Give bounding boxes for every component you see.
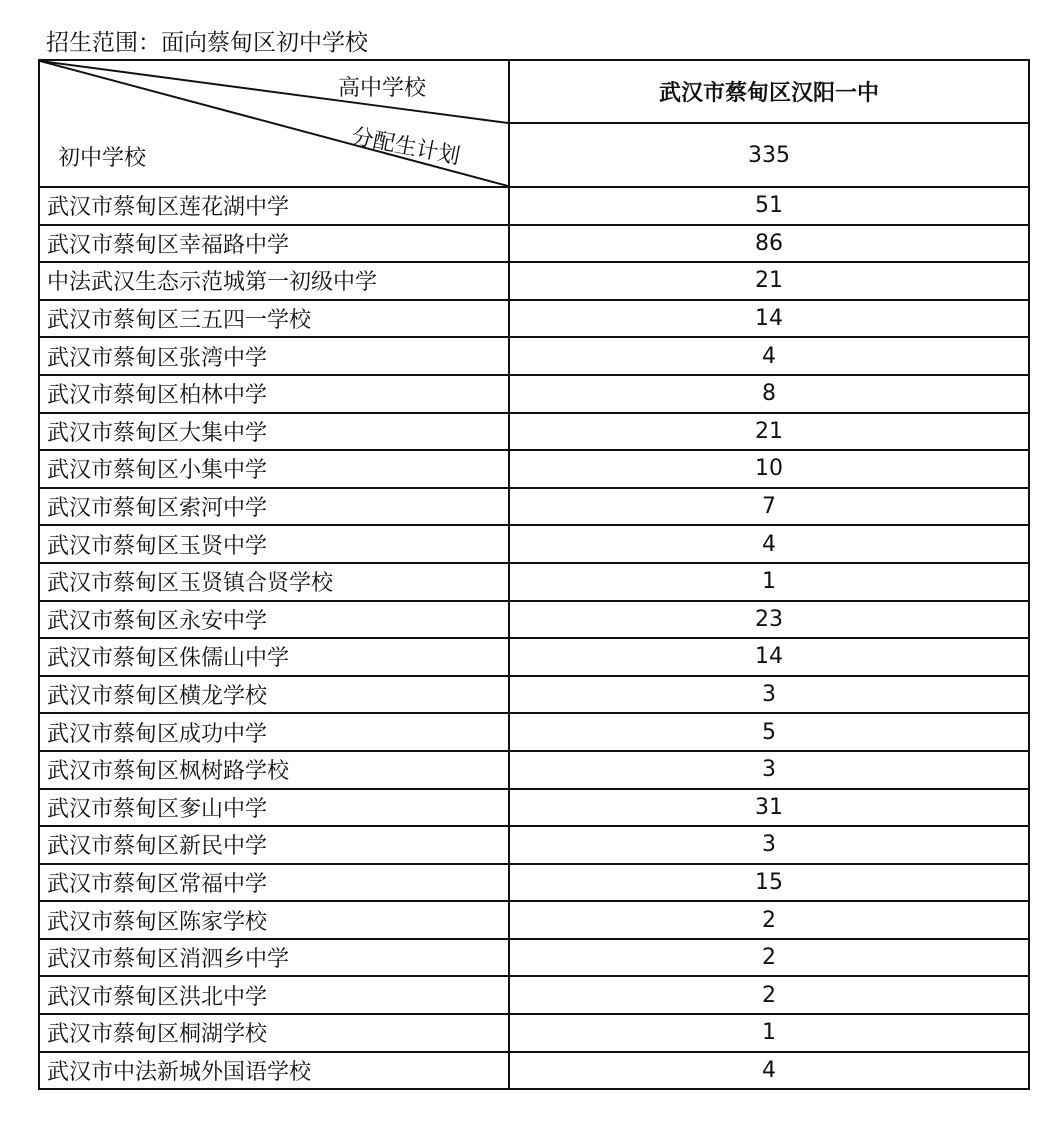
allocation-quota: 8 (509, 375, 1029, 413)
high-school-label: 高中学校 (338, 76, 427, 101)
allocation-plan-label: 分配生计划 (349, 124, 462, 170)
table-row (39, 1052, 1029, 1090)
junior-school-name: 武汉市蔡甸区陈家学校 (39, 901, 509, 939)
table-row (39, 187, 1029, 225)
table-row (39, 826, 1029, 864)
allocation-quota: 31 (509, 789, 1029, 827)
junior-school-label: 初中学校 (58, 146, 147, 171)
junior-school-name: 武汉市蔡甸区索河中学 (39, 488, 509, 526)
table-row (39, 375, 1029, 413)
table-row (39, 337, 1029, 375)
table-row (39, 864, 1029, 902)
allocation-quota: 14 (509, 300, 1029, 338)
table-row (39, 751, 1029, 789)
diagonal-header-cell (39, 60, 509, 187)
allocation-quota: 51 (509, 187, 1029, 225)
allocation-quota: 4 (509, 1052, 1029, 1090)
table-row (39, 713, 1029, 751)
table-row (39, 525, 1029, 563)
table-row (39, 638, 1029, 676)
diagonal-line-upper (40, 61, 508, 123)
allocation-quota: 3 (509, 676, 1029, 714)
allocation-quota: 2 (509, 901, 1029, 939)
table-row (39, 601, 1029, 639)
allocation-quota: 15 (509, 864, 1029, 902)
junior-school-name: 武汉市蔡甸区奓山中学 (39, 789, 509, 827)
high-school-name: 武汉市蔡甸区汉阳一中 (509, 60, 1029, 123)
junior-school-name: 武汉市蔡甸区永安中学 (39, 601, 509, 639)
junior-school-name: 中法武汉生态示范城第一初级中学 (39, 262, 509, 300)
total-quota: 335 (509, 123, 1029, 187)
junior-school-name: 武汉市蔡甸区成功中学 (39, 713, 509, 751)
allocation-quota: 86 (509, 225, 1029, 263)
junior-school-name: 武汉市蔡甸区新民中学 (39, 826, 509, 864)
header-row-top (39, 60, 1029, 123)
allocation-table-body (39, 60, 1029, 1089)
junior-school-name: 武汉市蔡甸区消泗乡中学 (39, 939, 509, 977)
table-row (39, 300, 1029, 338)
allocation-quota: 21 (509, 413, 1029, 451)
allocation-quota: 2 (509, 939, 1029, 977)
junior-school-name: 武汉市蔡甸区洪北中学 (39, 976, 509, 1014)
allocation-quota: 7 (509, 488, 1029, 526)
allocation-quota: 14 (509, 638, 1029, 676)
junior-school-name: 武汉市蔡甸区桐湖学校 (39, 1014, 509, 1052)
junior-school-name: 武汉市中法新城外国语学校 (39, 1052, 509, 1090)
junior-school-name: 武汉市蔡甸区横龙学校 (39, 676, 509, 714)
junior-school-name: 武汉市蔡甸区三五四一学校 (39, 300, 509, 338)
allocation-quota: 23 (509, 601, 1029, 639)
junior-school-name: 武汉市蔡甸区玉贤镇合贤学校 (39, 563, 509, 601)
table-row (39, 1014, 1029, 1052)
allocation-quota: 4 (509, 337, 1029, 375)
junior-school-name: 武汉市蔡甸区小集中学 (39, 450, 509, 488)
junior-school-name: 武汉市蔡甸区大集中学 (39, 413, 509, 451)
enrollment-scope-caption: 招生范围：面向蔡甸区初中学校 (46, 30, 368, 56)
table-row (39, 676, 1029, 714)
table-row (39, 563, 1029, 601)
table-row (39, 413, 1029, 451)
junior-school-name: 武汉市蔡甸区侏儒山中学 (39, 638, 509, 676)
table-row (39, 976, 1029, 1014)
table-row (39, 262, 1029, 300)
junior-school-name: 武汉市蔡甸区幸福路中学 (39, 225, 509, 263)
allocation-quota: 1 (509, 563, 1029, 601)
junior-school-name: 武汉市蔡甸区张湾中学 (39, 337, 509, 375)
junior-school-name: 武汉市蔡甸区莲花湖中学 (39, 187, 509, 225)
junior-school-name: 武汉市蔡甸区常福中学 (39, 864, 509, 902)
table-row (39, 225, 1029, 263)
table-row (39, 901, 1029, 939)
junior-school-name: 武汉市蔡甸区柏林中学 (39, 375, 509, 413)
table-row (39, 488, 1029, 526)
allocation-quota: 1 (509, 1014, 1029, 1052)
allocation-quota: 21 (509, 262, 1029, 300)
table-row (39, 450, 1029, 488)
junior-school-name: 武汉市蔡甸区枫树路学校 (39, 751, 509, 789)
allocation-quota: 3 (509, 751, 1029, 789)
allocation-table (38, 59, 1030, 1090)
allocation-quota: 10 (509, 450, 1029, 488)
junior-school-name: 武汉市蔡甸区玉贤中学 (39, 525, 509, 563)
allocation-quota: 4 (509, 525, 1029, 563)
table-row (39, 939, 1029, 977)
allocation-quota: 3 (509, 826, 1029, 864)
allocation-quota: 5 (509, 713, 1029, 751)
allocation-quota: 2 (509, 976, 1029, 1014)
table-row (39, 789, 1029, 827)
